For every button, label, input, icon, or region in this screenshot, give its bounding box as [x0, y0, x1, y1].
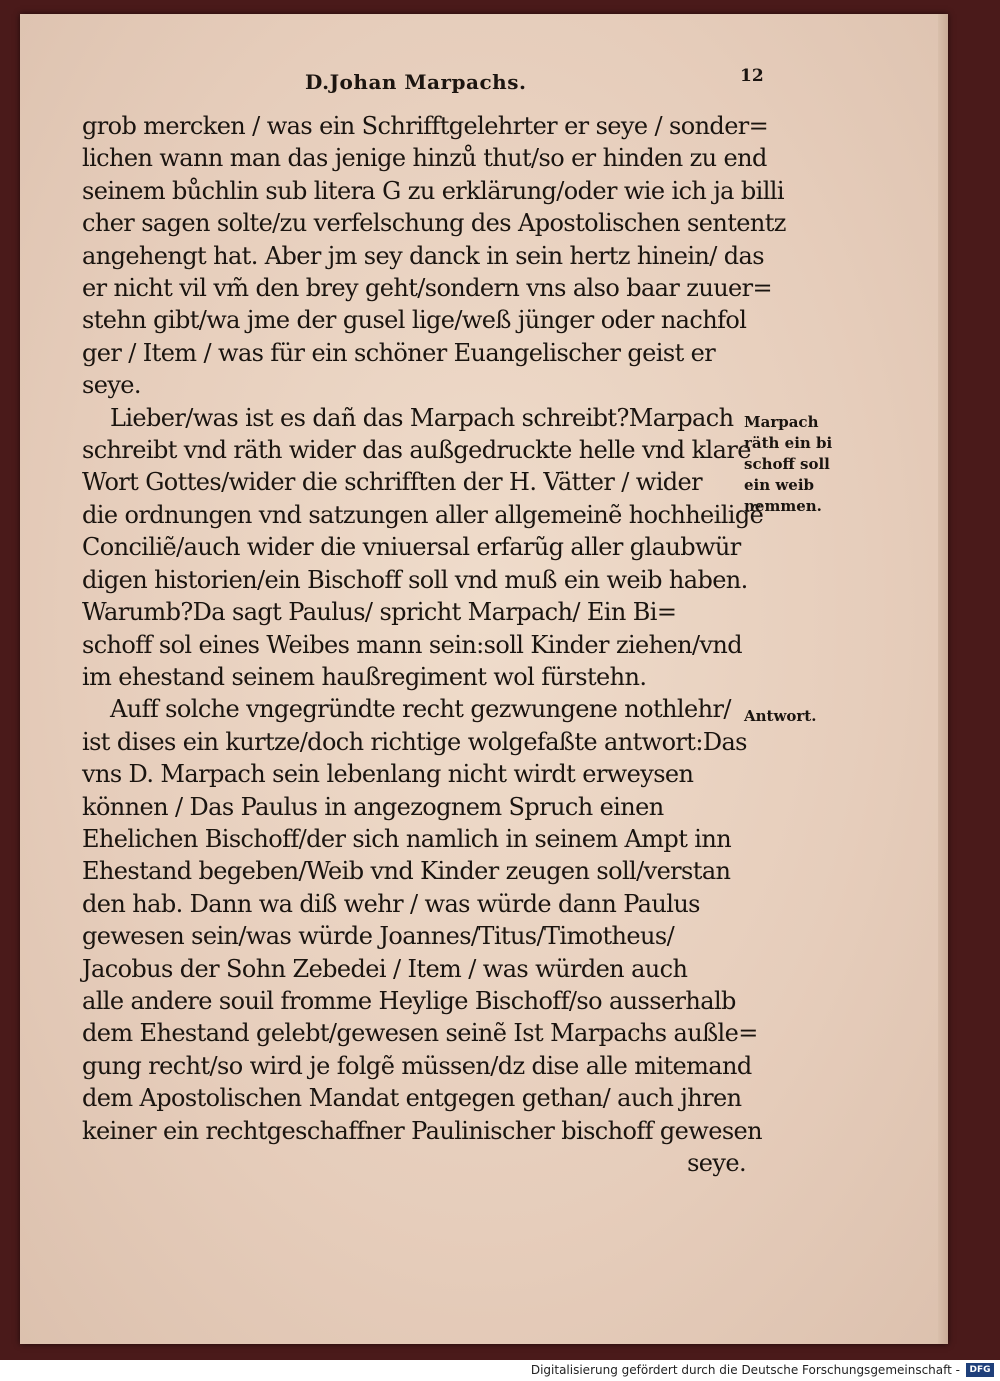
text-line: den hab. Dann wa diß wehr / was würde dann Paulus: [82, 889, 700, 918]
dfg-logo: DFG: [966, 1363, 994, 1377]
catchword-line: seye.: [687, 1149, 746, 1177]
text-line: Ehelichen Bischoff/der sich namlich in seinem Ampt inn: [82, 824, 732, 853]
text-line: schreibt vnd räth wider das außgedruckte helle vnd klare: [82, 436, 751, 465]
margin-note-line: nemmen.: [744, 497, 822, 515]
margin-note-marpach: [744, 412, 864, 517]
text-line: alle andere souil fromme Heylige Bischoff/so ausserhalb: [82, 986, 736, 1015]
text-line: dem Apostolischen Mandat entgegen gethan/ auch jhren: [82, 1084, 742, 1113]
text-line: digen historien/ein Bischoff soll vnd muß ein weib haben.: [82, 565, 748, 594]
margin-note-line: ein weib: [744, 476, 815, 494]
margin-note-antwort: [744, 706, 864, 727]
page-edge: [938, 14, 948, 1344]
text-line: gung recht/so wird je folgẽ müssen/dz dise alle mitemand: [82, 1051, 752, 1080]
text-line: Warumb?Da sagt Paulus/ spricht Marpach/ Ein Bi=: [82, 598, 677, 627]
text-line: seye.: [82, 371, 141, 400]
text-line: lichen wann man das jenige hinzů thut/so er hinden zu end: [82, 144, 767, 173]
text-line: cher sagen solte/zu verfelschung des Apostolischen sententz: [82, 209, 786, 238]
text-line: können / Das Paulus in angezognem Spruch einen: [82, 792, 664, 821]
text-line: Jacobus der Sohn Zebedei / Item / was würden auch: [82, 954, 688, 983]
text-line: ist dises ein kurtze/doch richtige wolgefaßte antwort:Das: [82, 727, 747, 756]
text-line: Ehestand begeben/Weib vnd Kinder zeugen soll/verstan: [82, 857, 731, 886]
margin-note-line: räth ein bi: [744, 434, 833, 452]
text-line: im ehestand seinem haußregiment wol fürstehn.: [82, 662, 647, 691]
footer-bar: [0, 1360, 1000, 1381]
text-line: ger / Item / was für ein schöner Euangelischer geist er: [82, 338, 716, 367]
margin-note-line: schoff soll: [744, 455, 830, 473]
paragraph-start-line: Lieber/was ist es dañ das Marpach schreibt?Marpach: [110, 403, 734, 432]
text-line: stehn gibt/wa jme der gusel lige/weß jünger oder nachfol: [82, 306, 747, 335]
text-line: Wort Gottes/wider die schrifften der H. Vätter / wider: [82, 468, 703, 497]
text-line: dem Ehestand gelebt/gewesen seinẽ Ist Marpachs außle=: [82, 1019, 758, 1048]
margin-note-line: Antwort.: [744, 707, 817, 725]
page-header: [20, 66, 948, 100]
margin-note-line: Marpach: [744, 413, 819, 431]
text-line: gewesen sein/was würde Joannes/Titus/Timotheus/: [82, 922, 675, 951]
text-line: er nicht vil vm̃ den brey geht/sondern vns also baar zuuer=: [82, 274, 773, 303]
text-line: seinem bůchlin sub litera G zu erklärung/oder wie ich ja billi: [82, 176, 784, 205]
funding-credit: Digitalisierung gefördert durch die Deutsche Forschungsgemeinschaft -: [530, 1363, 960, 1377]
text-line: Conciliẽ/auch wider die vniuersal erfarũg aller glaubwür: [82, 533, 741, 562]
text-line: vns D. Marpach sein lebenlang nicht wirdt erweysen: [82, 760, 694, 789]
paragraph-start-line: Auff solche vngegründte recht gezwungene nothlehr/: [110, 695, 731, 724]
text-line: angehengt hat. Aber jm sey danck in sein hertz hinein/ das: [82, 241, 764, 270]
running-head: D.Johan Marpachs.: [305, 70, 527, 94]
text-line: schoff sol eines Weibes mann sein:soll Kinder ziehen/vnd: [82, 630, 743, 659]
page-number: 12: [740, 66, 764, 86]
text-line: grob mercken / was ein Schrifftgelehrter er seye / sonder=: [82, 112, 769, 140]
scanned-page: [20, 14, 948, 1344]
text-line: die ordnungen vnd satzungen aller allgemeinẽ hochheiligẽ: [82, 500, 764, 529]
text-line: keiner ein rechtgeschaffner Paulinischer bischoff gewesen: [82, 1116, 763, 1145]
